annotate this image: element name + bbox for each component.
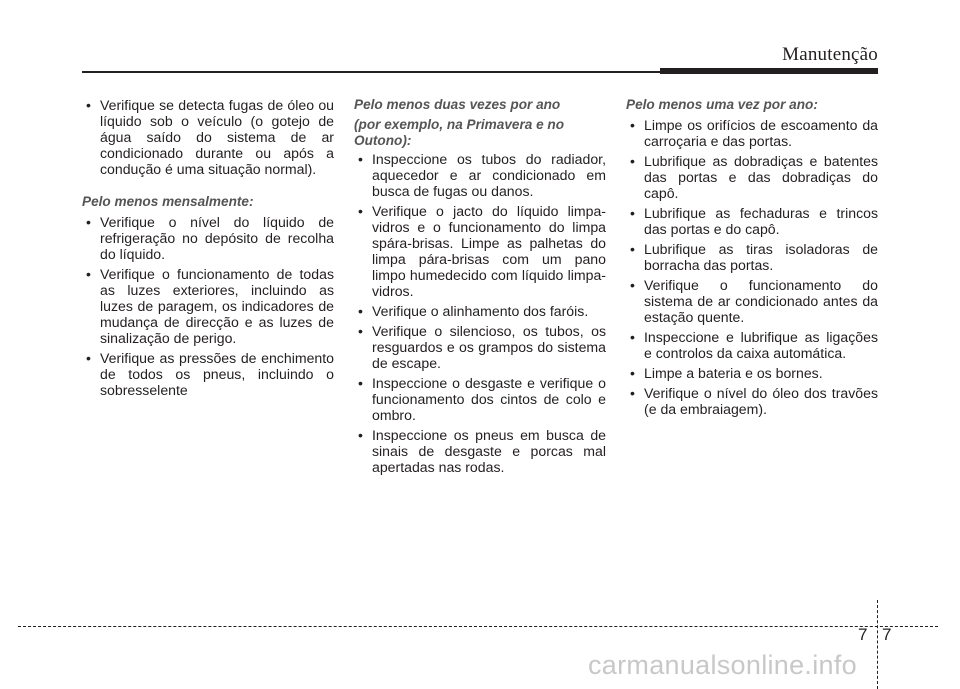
bullet-icon: • xyxy=(630,117,635,133)
bullet-icon: • xyxy=(358,323,363,339)
list-item: • Verifique o nível do óleo dos travões (e da embraiagem). xyxy=(630,385,878,417)
bullet-icon: • xyxy=(358,375,363,391)
bullet-icon: • xyxy=(630,385,635,401)
bullet-list-top xyxy=(82,97,334,177)
chapter-number: 7 xyxy=(858,625,868,644)
header-rule xyxy=(82,71,660,73)
bullet-icon: • xyxy=(630,329,635,345)
footer-rule xyxy=(18,626,938,627)
bullet-icon: • xyxy=(358,303,363,319)
list-item: • Inspeccione os pneus em busca de sinais de desgaste e porcas mal apertadas nas rodas. xyxy=(358,427,606,475)
list-item: • Limpe os orifícios de escoamento da carroçaria e das portas. xyxy=(630,117,878,149)
bullet-icon: • xyxy=(358,151,363,167)
list-item: • Inspeccione e lubrifique as ligações e controlos da caixa automática. xyxy=(630,329,878,361)
bullet-list-monthly xyxy=(82,214,334,398)
bullet-icon: • xyxy=(630,241,635,257)
list-item: • Inspeccione os tubos do radiador, aquecedor e ar condicionado em busca de fugas ou danos. xyxy=(358,151,606,199)
bullet-icon: • xyxy=(86,266,91,282)
section-heading-annual: Pelo menos uma vez por ano: xyxy=(626,97,818,112)
page-number: 7 xyxy=(882,625,892,644)
bullet-icon: • xyxy=(86,350,91,366)
section-heading-biannual: Pelo menos duas vezes por ano xyxy=(354,97,561,112)
list-item: • Lubrifique as fechaduras e trincos das portas e do capô. xyxy=(630,205,878,237)
section-title: Manutenção xyxy=(782,44,878,65)
bullet-list-biannual xyxy=(354,151,606,475)
bullet-icon: • xyxy=(630,277,635,293)
watermark: carmanualsonline.info xyxy=(588,650,857,680)
list-item: • Verifique o funcionamento do sistema de ar condicionado antes da estação quente. xyxy=(630,277,878,325)
list-item: • Verifique o jacto do líquido limpa-vidros e o funcionamento do limpa spára-brisas. Limpe as palhetas do limpa pára-brisas com um pano limpo humedecido com líquido limpa-vidros. xyxy=(358,203,606,299)
column-2 xyxy=(354,97,606,479)
list-item: • Verifique se detecta fugas de óleo ou líquido sob o veículo (o gotejo de água saído do sistema de ar condicionado durante ou após a condução é uma situação normal). xyxy=(86,97,334,177)
footer-divider xyxy=(877,600,878,689)
list-item: • Verifique o alinhamento dos faróis. xyxy=(358,303,589,319)
column-3 xyxy=(626,97,878,421)
bullet-icon: • xyxy=(86,214,91,230)
list-item: • Limpe a bateria e os bornes. xyxy=(630,365,823,381)
list-item: • Lubrifique as tiras isoladoras de borracha das portas. xyxy=(630,241,878,273)
bullet-icon: • xyxy=(630,153,635,169)
list-item: • Verifique o funcionamento de todas as luzes exteriores, incluindo as luzes de paragem, os indicadores de mudança de direcção e as luzes de sinalização de perigo. xyxy=(86,266,334,346)
list-item: • Inspeccione o desgaste e verifique o funcionamento dos cintos de colo e ombro. xyxy=(358,375,606,423)
bullet-icon: • xyxy=(358,427,363,443)
list-item: • Verifique as pressões de enchimento de todos os pneus, incluindo o sobresselente xyxy=(86,350,334,398)
bullet-icon: • xyxy=(358,203,363,219)
bullet-list-annual xyxy=(626,117,878,417)
list-item: • Verifique o silencioso, os tubos, os resguardos e os grampos do sistema de escape. xyxy=(358,323,606,371)
bullet-icon: • xyxy=(630,205,635,221)
section-heading-monthly: Pelo menos mensalmente: xyxy=(82,194,254,209)
bullet-icon: • xyxy=(86,97,91,113)
list-item: • Lubrifique as dobradiças e batentes das portas e das dobradiças do capô. xyxy=(630,153,878,201)
list-item: • Verifique o nível do líquido de refrigeração no depósito de recolha do líquido. xyxy=(86,214,334,262)
column-1 xyxy=(82,97,334,402)
bullet-icon: • xyxy=(630,365,635,381)
section-subheading-biannual: (por exemplo, na Primavera e no Outono): xyxy=(354,117,565,148)
header-rule-accent xyxy=(660,68,878,74)
